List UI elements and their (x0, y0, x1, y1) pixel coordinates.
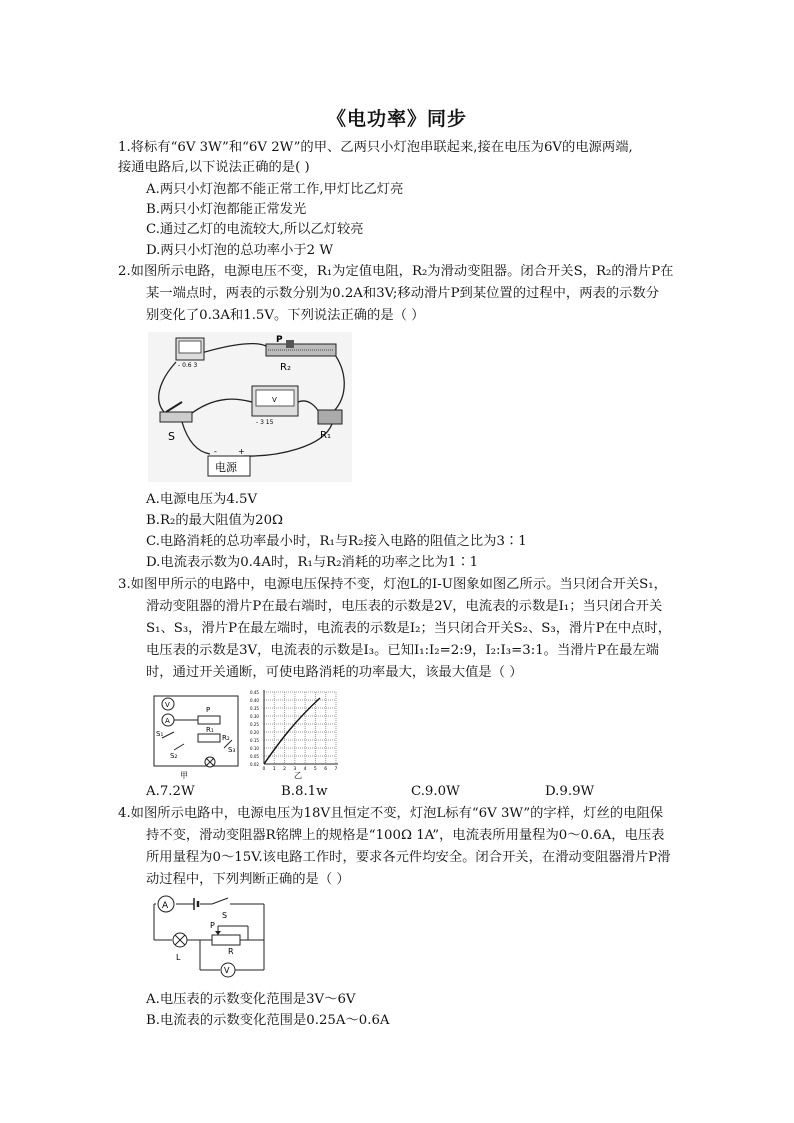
q4-circuit-figure (148, 894, 270, 978)
x-tick-label: 3 (293, 767, 297, 772)
switch-label-s: S (222, 911, 228, 920)
y-tick-label: 0.10 (250, 746, 259, 751)
y-tick-label: 0.35 (250, 706, 259, 711)
resistor-r1-icon (318, 410, 342, 424)
switch-label-s3: S₃ (228, 746, 236, 754)
q2-option-c: C.电路消耗的总功率最小时，R₁与R₂接入电路的阻值之比为3∶1 (146, 534, 527, 549)
y-tick-label: 0.05 (250, 754, 259, 759)
resistor-label-r2: R₂ (222, 734, 230, 742)
q3-stem-line-5: 时，通过开关通断，可使电路消耗的功率最大，该最大值是（ ） (146, 665, 523, 680)
y-tick-label: 0.40 (250, 698, 259, 703)
q2-option-b: B.R₂的最大阻值为20Ω (146, 513, 284, 528)
q1-stem-line-2: 接通电路后,以下说法正确的是( ) (118, 160, 310, 175)
q4-stem-line-2: 持不变，滑动变阻器R铭牌上的规格是“100Ω 1A”，电流表所用量程为0～0.6A，电压表 (146, 828, 665, 843)
q2-option-d: D.电流表示数为0.4A时，R₁与R₂消耗的功率之比为1∶1 (146, 555, 479, 570)
y-tick-label: 0.02 (250, 762, 259, 767)
slider-label-p: P (206, 706, 211, 714)
iu-graph-grid (264, 692, 336, 764)
q3-stem-line-4: 电压表的示数是3V，电流表的示数是I₃。已知I₁:I₂=2:9，I₂:I₃=3:1。当滑片P在最左端 (146, 643, 659, 658)
q3-option-c: C.9.0W (411, 784, 460, 799)
q4-stem-line-3: 所用量程为0～15V.该电路工作时，要求各元件均安全。闭合开关，在滑动变阻器滑片P滑 (146, 850, 671, 865)
slider-label-p: P (276, 335, 283, 345)
rheostat-icon (198, 716, 220, 724)
q4-option-a: A.电压表的示数变化范围是3V～6V (146, 992, 356, 1007)
q2-stem-line-1: 2.如图所示电路，电源电压不变，R₁为定值电阻，R₂为滑动变阻器。闭合开关S，R₂的滑片P在 (118, 264, 674, 279)
x-tick-label: 6 (324, 767, 328, 772)
ammeter-scale-label: - 0.6 3 (178, 362, 198, 369)
q3-circuit-figure-jia (148, 688, 244, 780)
q3-stem-line-1: 3.如图甲所示的电路中，电源电压保持不变，灯泡L的I-U图象如图乙所示。当只闭合开关S₁， (118, 577, 667, 592)
resistor-label-r2: R₂ (280, 362, 291, 373)
figure-label-jia: 甲 (180, 771, 188, 780)
q2-circuit-figure (148, 332, 352, 482)
q2-stem-line-2: 某一端点时，两表的示数分别为0.2A和3V;移动滑片P到某位置的过程中，两表的示数分 (146, 286, 659, 301)
q3-stem-line-2: 滑动变阻器的滑片P在最右端时，电压表的示数是2V，电流表的示数是I₁；当只闭合开关 (146, 599, 663, 614)
q4-stem-line-4: 动过程中，下列判断正确的是（ ） (146, 872, 350, 887)
ammeter-a-label: A (162, 901, 169, 911)
q1-option-c: C.通过乙灯的电流较大,所以乙灯较亮 (146, 222, 364, 237)
q1-option-d: D.两只小灯泡的总功率小于2 W (146, 243, 334, 258)
q4-stem-line-1: 4.如图所示电路中，电源电压为18V且恒定不变，灯泡L标有“6V 3W”的字样，灯丝的电阻保 (118, 806, 664, 821)
q3-option-b: B.8.1w (281, 784, 328, 799)
switch-label-s: S (168, 430, 175, 443)
q3-option-d: D.9.9W (545, 784, 595, 799)
q2-option-a: A.电源电压为4.5V (146, 492, 258, 507)
resistor-r2-icon (198, 734, 220, 742)
slider-label-p: P (210, 921, 215, 930)
x-tick-label: 2 (283, 767, 286, 772)
voltmeter-v-label: V (272, 396, 277, 404)
power-supply-label: 电源 (215, 461, 237, 474)
q1-stem-line-1: 1.将标有“6V 3W”和“6V 2W”的甲、乙两只小灯泡串联起来,接在电压为6V的电源两端, (118, 140, 633, 155)
figure-label-yi: 乙 (294, 771, 302, 780)
y-tick-label: 0.25 (250, 722, 259, 727)
switch-icon (212, 898, 228, 904)
y-tick-label: 0.15 (250, 738, 259, 743)
resistor-label-r1: R₁ (206, 726, 214, 734)
q2-stem-line-3: 别变化了0.3A和1.5V。下列说法正确的是（ ） (146, 308, 425, 323)
q3-iu-graph-yi (250, 686, 342, 780)
voltmeter-scale-label: - 3 15 (256, 419, 274, 426)
y-tick-label: 0.45 (250, 690, 259, 695)
x-tick-label: 7 (334, 767, 338, 772)
switch-label-s2: S₂ (170, 752, 178, 760)
q3-stem-line-3: S₁、S₃，滑片P在最左端时，电流表的示数是I₂；当只闭合开关S₂、S₃，滑片P在中点时， (146, 621, 672, 636)
q4-option-b: B.电流表的示数变化范围是0.25A～0.6A (146, 1013, 390, 1028)
x-tick-label: 1 (272, 767, 276, 772)
terminal-minus: - (214, 447, 217, 456)
q3-option-a: A.7.2W (146, 784, 195, 799)
y-tick-label: 0.30 (250, 714, 259, 719)
terminal-plus: + (238, 447, 245, 456)
switch-s2-icon (174, 744, 184, 750)
q1-option-a: A.两只小灯泡都不能正常工作,甲灯比乙灯亮 (146, 182, 404, 197)
x-tick-label: 0 (262, 767, 266, 772)
rheostat-label-r: R (228, 947, 234, 956)
rheostat-icon (212, 935, 240, 945)
page-title: 《电功率》同步 (326, 108, 467, 130)
voltmeter-v-label: V (165, 701, 170, 709)
switch-label-s1: S₁ (156, 730, 164, 738)
y-tick-label: 0.20 (250, 730, 259, 735)
q1-option-b: B.两只小灯泡都能正常发光 (146, 202, 307, 217)
voltmeter-v-label: V (224, 966, 230, 975)
switch-s1-icon (162, 732, 174, 738)
x-tick-label: 4 (303, 767, 307, 772)
lamp-label-l: L (176, 953, 181, 962)
x-tick-label: 5 (313, 767, 317, 772)
resistor-label-r1: R₁ (320, 430, 331, 441)
ammeter-a-label: A (165, 717, 170, 725)
